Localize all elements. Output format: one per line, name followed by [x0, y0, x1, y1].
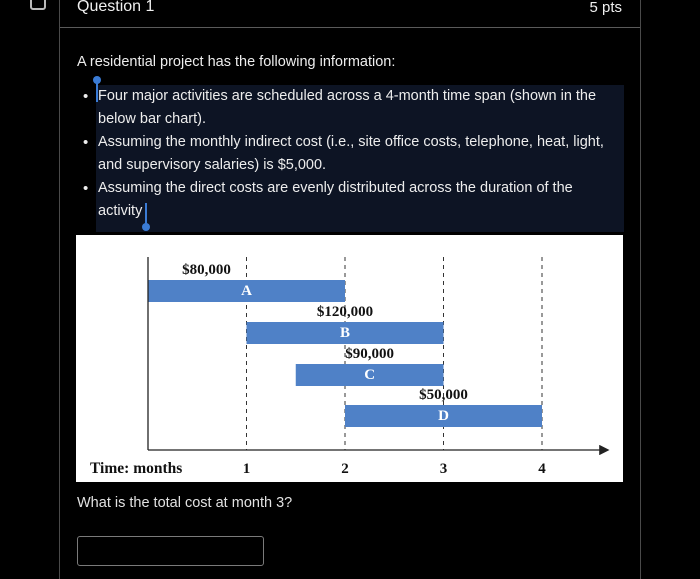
activity-label-a: A — [241, 283, 252, 299]
activity-label-b: B — [339, 325, 351, 341]
x-tick-label: 1 — [242, 461, 251, 477]
info-list — [80, 85, 620, 223]
x-tick-label: 3 — [439, 461, 448, 477]
activity-label-d: D — [438, 408, 449, 424]
x-tick-label: 2 — [341, 461, 349, 477]
x-axis-label: Time: months — [90, 460, 183, 477]
activity-cost-a: $80,000 — [182, 262, 231, 278]
selection-end-handle[interactable] — [142, 223, 150, 231]
activity-cost-b: $120,000 — [316, 304, 374, 320]
question-header — [60, 0, 640, 28]
answer-input[interactable] — [77, 536, 264, 566]
question-prompt: What is the total cost at month 3? — [77, 495, 293, 511]
list-item: • Assuming the monthly indirect cost (i.e., site office costs, telephone, heat, light, and supervisory salaries) is $5,000. — [80, 131, 620, 177]
question-intro: A residential project has the following information: — [77, 54, 396, 70]
activity-label-c: C — [364, 367, 376, 383]
selection-end-caret — [145, 203, 147, 225]
flag-question-icon[interactable] — [30, 0, 46, 10]
x-tick-label: 4 — [538, 461, 546, 477]
right-divider — [640, 0, 641, 579]
gantt-chart-svg — [76, 235, 623, 482]
list-item: • Four major activities are scheduled across a 4-month time span (shown in the below bar chart). — [80, 85, 620, 131]
gantt-chart — [76, 235, 623, 482]
list-item: • Assuming the direct costs are evenly distributed across the duration of the activity — [80, 177, 620, 223]
activity-cost-c: $90,000 — [345, 346, 394, 362]
activity-cost-d: $50,000 — [419, 387, 468, 403]
question-title: Question 1 — [77, 0, 155, 15]
question-points: 5 pts — [589, 0, 622, 16]
left-rail — [0, 0, 60, 579]
